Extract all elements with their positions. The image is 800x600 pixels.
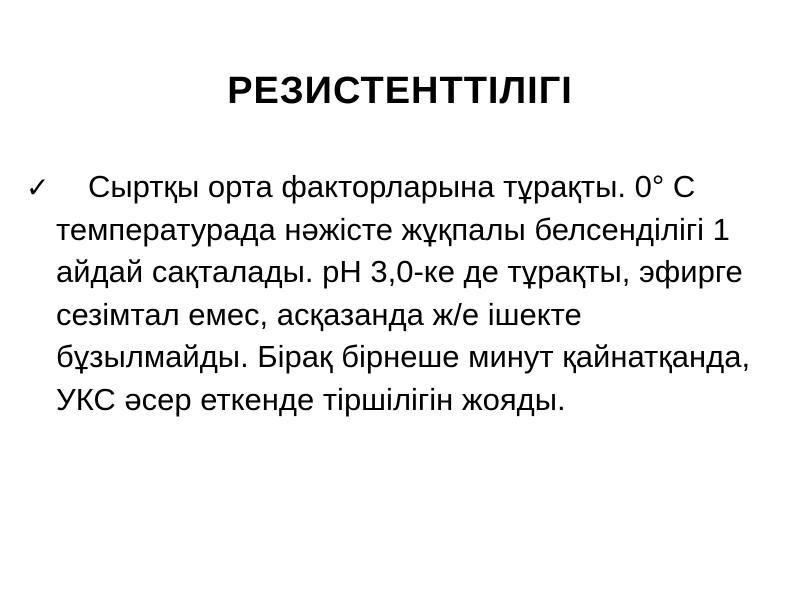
- bullet-text: Сыртқы орта факторларына тұрақты. 0° С температурада нәжісте жұқпалы белсенділігі 1 айдай сақталады. рН 3,0-ке де тұрақты, эфирге сезімтал емес, асқазанда ж/е ішекте бұзылмайды. Бірақ бірнеше минут қайнатқанда, УКС әсер еткенде тіршілігін жояды.: [56, 169, 751, 417]
- slide-title: РЕЗИСТЕНТТІЛІГІ: [227, 70, 573, 112]
- check-mark-icon: ✓: [26, 171, 50, 204]
